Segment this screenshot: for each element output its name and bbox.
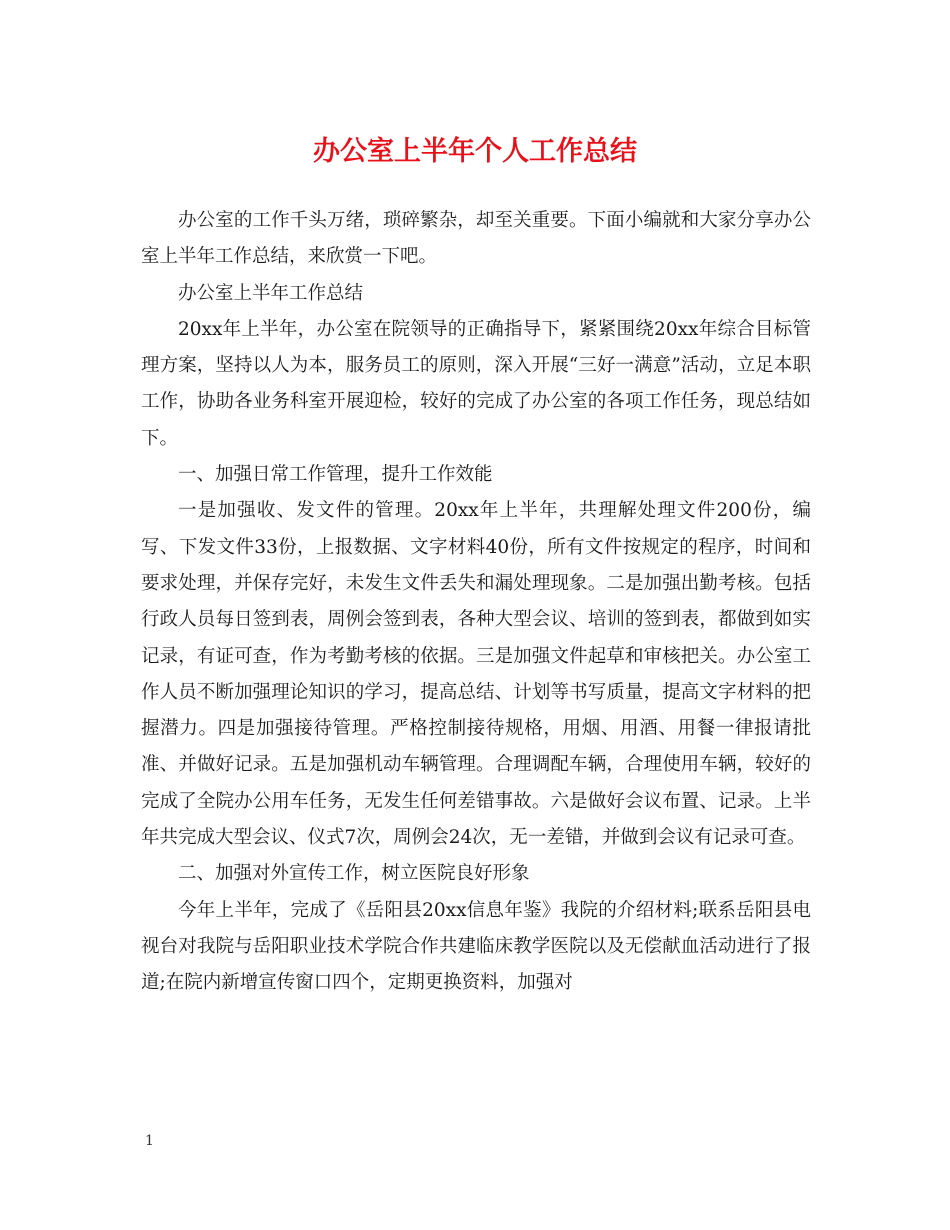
section-heading-2: 二、加强对外宣传工作，树立医院良好形象 (178, 863, 530, 885)
document-title: 办公室上半年个人工作总结 (313, 136, 637, 167)
section-heading-1: 一、加强日常工作管理，提升工作效能 (178, 464, 493, 486)
paragraph-overview: 20xx年上半年，办公室在院领导的正确指导下，紧紧围绕20xx年综合目标管理方案，坚持以人为本，服务员工的原则，深入开展“三好一满意”活动，立足本职工作，协助各业务科室开展迎检，较好的完成了办公室的各项工作任务，现总结如下。 (141, 318, 811, 449)
paragraph-subtitle: 办公室上半年工作总结 (178, 282, 364, 304)
paragraph-section-1: 一是加强收、发文件的管理。20xx年上半年，共理解处理文件200份，编写、下发文件33份，上报数据、文字材料40份，所有文件按规定的程序，时间和要求处理，并保存完好，未发生文件丢失和漏处理现象。二是加强出勤考核。包括行政人员每日签到表，周例会签到表，各种大型会议、培训的签到表，都做到如实记录，有证可查，作为考勤考核的依据。三是加强文件起草和审核把关。办公室工作人员不断加强理论知识的学习，提高总结、计划等书写质量，提高文字材料的把握潜力。四是加强接待管理。严格控制接待规格，用烟、用酒、用餐一律报请批准、并做好记录。五是加强机动车辆管理。合理调配车辆，合理使用车辆，较好的完成了全院办公用车任务，无发生任何差错事故。六是做好会议布置、记录。上半年共完成大型会议、仪式7次，周例会24次，无一差错，并做到会议有记录可查。 (141, 500, 811, 849)
paragraph-intro: 办公室的工作千头万绪，琐碎繁杂，却至关重要。下面小编就和大家分享办公室上半年工作总结，来欣赏一下吧。 (141, 210, 811, 268)
page-number: 1 (145, 1133, 154, 1149)
paragraph-section-2: 今年上半年，完成了《岳阳县20xx信息年鉴》我院的介绍材料;联系岳阳县电视台对我院与岳阳职业技术学院合作共建临床教学医院以及无偿献血活动进行了报道;在院内新增宣传窗口四个，定期更换资料，加强对 (141, 899, 811, 994)
document-body (141, 203, 811, 1002)
